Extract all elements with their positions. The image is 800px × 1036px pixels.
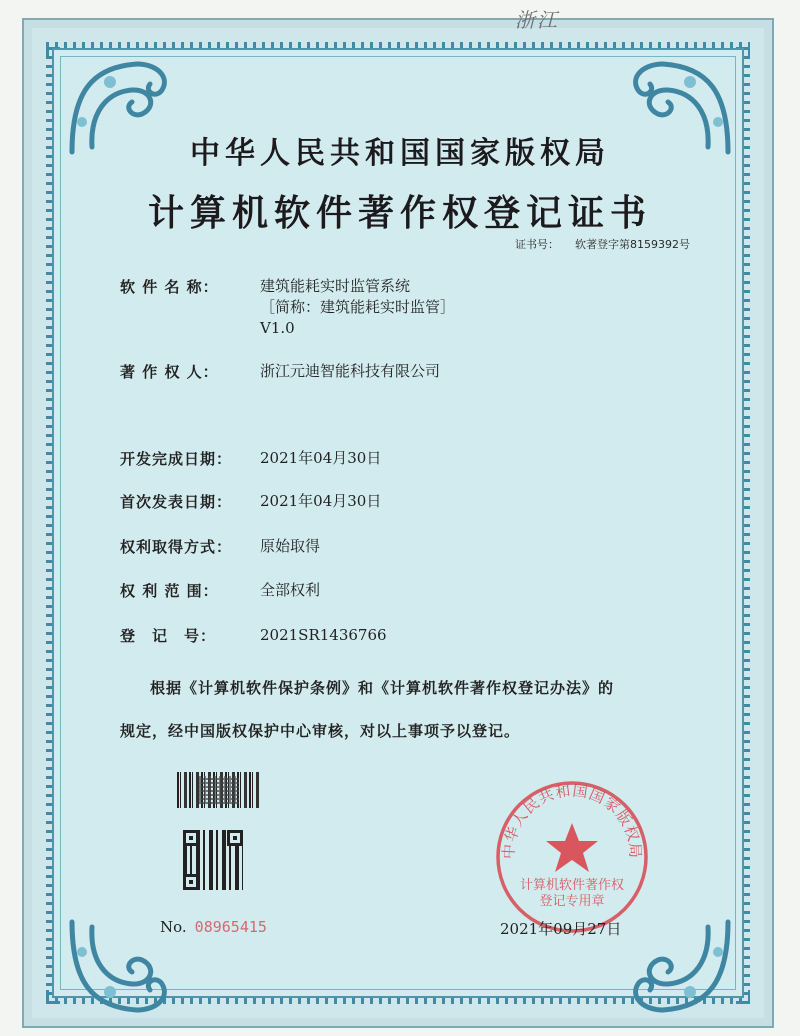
field-label: 登 记 号： bbox=[120, 627, 217, 645]
serial-value: 08965415 bbox=[194, 918, 267, 936]
seal-inner-line-1: 计算机软件著作权 bbox=[519, 878, 625, 893]
field-owner bbox=[120, 361, 440, 382]
seal-ring-text: 中华人民共和国国家版权局 bbox=[499, 781, 645, 860]
serial-number bbox=[160, 918, 267, 936]
official-seal-icon bbox=[492, 777, 652, 937]
field-pub-date bbox=[120, 491, 381, 512]
issue-date: 2021年09月27日 bbox=[500, 920, 622, 938]
field-label: 权 利 范 围： bbox=[120, 582, 219, 600]
software-name-line: 建筑能耗实时监管系统 bbox=[260, 277, 411, 295]
field-value: 2021SR1436766 bbox=[260, 626, 387, 644]
cert-no-label: 证书号： bbox=[515, 238, 559, 251]
field-rights-scope bbox=[120, 580, 320, 601]
statement-line-1: 根据《计算机软件保护条例》和《计算机软件著作权登记办法》的 bbox=[150, 679, 615, 697]
field-acquire-method bbox=[120, 536, 320, 557]
field-value: 2021年04月30日 bbox=[260, 449, 382, 467]
certificate-title: 计算机软件著作权登记证书 bbox=[147, 192, 652, 234]
field-registration-number bbox=[120, 625, 387, 646]
issuing-authority: 中华人民共和国国家版权局 bbox=[190, 136, 610, 171]
field-label: 开发完成日期： bbox=[120, 450, 233, 468]
field-value: 原始取得 bbox=[260, 537, 321, 555]
software-name-line: V1.0 bbox=[260, 319, 295, 337]
serial-label: No. bbox=[160, 918, 187, 936]
field-dev-date bbox=[120, 448, 381, 469]
field-label: 软 件 名 称： bbox=[120, 278, 219, 296]
field-label: 权利取得方式： bbox=[120, 538, 233, 556]
field-value: 全部权利 bbox=[260, 581, 321, 599]
certificate-number bbox=[515, 236, 690, 252]
qr-code-icon bbox=[183, 830, 243, 890]
seal-inner-line-2: 登记专用章 bbox=[539, 894, 605, 909]
cert-no-value: 软著登字第8159392号 bbox=[575, 238, 690, 251]
software-name-line: ［简称：建筑能耗实时监管］ bbox=[260, 298, 456, 316]
field-label: 著 作 权 人： bbox=[120, 363, 219, 381]
field-value bbox=[260, 276, 455, 339]
field-value: 2021年04月30日 bbox=[260, 492, 382, 510]
handwritten-note: 浙江 bbox=[515, 8, 559, 32]
field-label: 首次发表日期： bbox=[120, 493, 233, 511]
statement-line-2: 规定，经中国版权保护中心审核，对以上事项予以登记。 bbox=[120, 722, 521, 740]
field-value: 浙江元迪智能科技有限公司 bbox=[260, 362, 441, 380]
field-software-name bbox=[120, 276, 455, 339]
barcode-icon bbox=[177, 772, 259, 808]
